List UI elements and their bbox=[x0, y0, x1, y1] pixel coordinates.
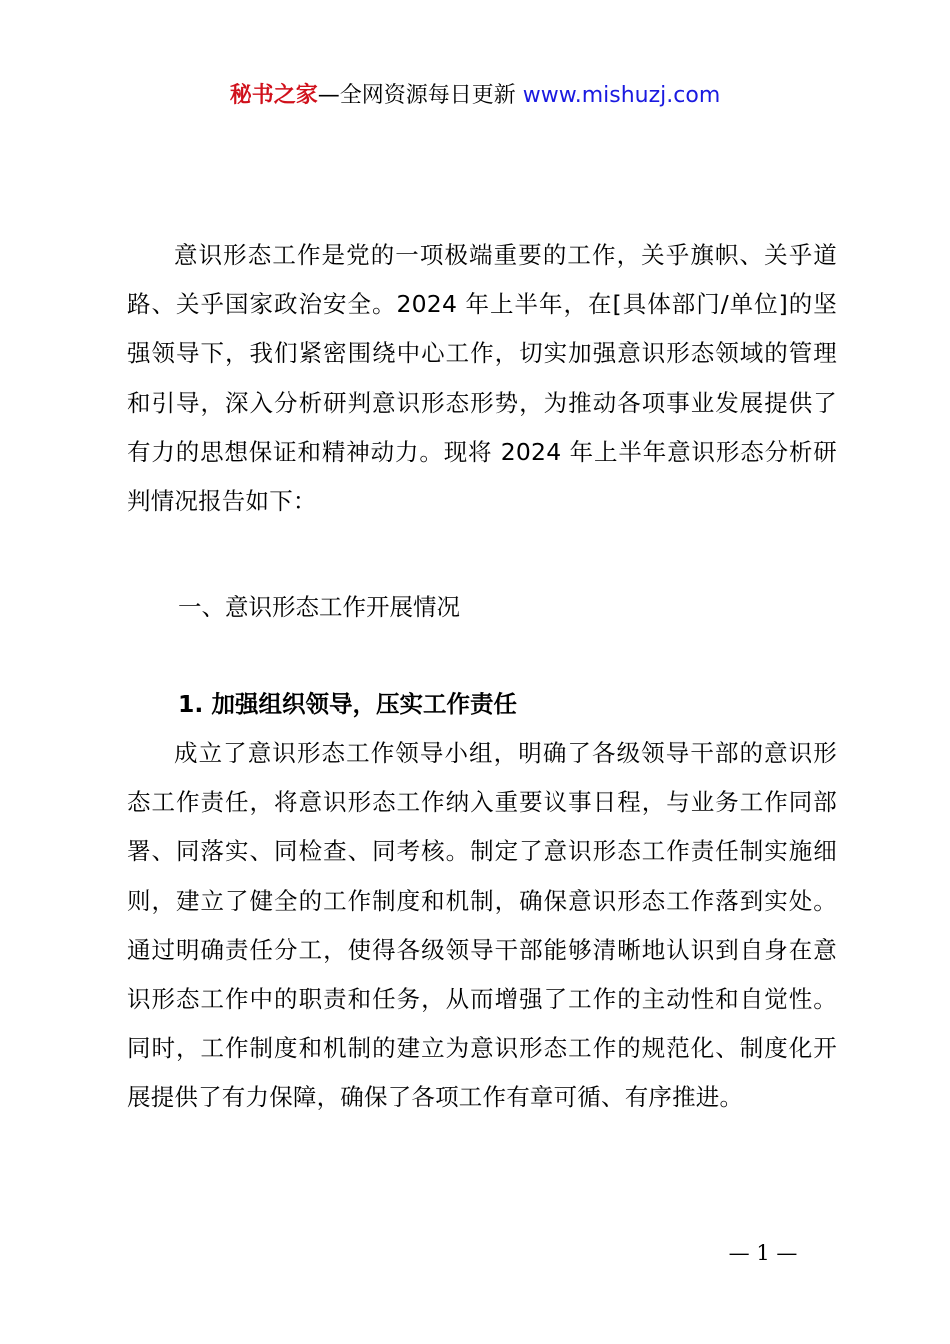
section-heading: 一、意识形态工作开展情况 bbox=[178, 593, 460, 621]
intro-paragraph: 意识形态工作是党的一项极端重要的工作，关乎旗帜、关乎道路、关乎国家政治安全。2024 年上半年，在[具体部门/单位]的坚强领导下，我们紧密围绕中心工作，切实加强意识形态领域的管理和引导，深入分析研判意识形态形势，为推动各项事业发展提供了有力的思想保证和精神动力。现将 2024 年上半年意识形态分析研判情况报告如下： bbox=[127, 241, 837, 516]
site-brand: 秘书之家 bbox=[229, 83, 318, 108]
site-tagline: —全网资源每日更新 bbox=[317, 83, 523, 108]
subsection-paragraph: 成立了意识形态工作领导小组，明确了各级领导干部的意识形态工作责任，将意识形态工作纳入重要议事日程，与业务工作同部署、同落实、同检查、同考核。制定了意识形态工作责任制实施细则，建立了健全的工作制度和机制，确保意识形态工作落到实处。通过明确责任分工，使得各级领导干部能够清晰地认识到自身在意识形态工作中的职责和任务，从而增强了工作的主动性和自觉性。同时，工作制度和机制的建立为意识形态工作的规范化、制度化开展提供了有力保障，确保了各项工作有章可循、有序推进。 bbox=[127, 739, 837, 1112]
subsection-heading: 1. 加强组织领导，压实工作责任 bbox=[178, 690, 517, 718]
site-header bbox=[0, 80, 950, 112]
page-number: — 1 — bbox=[728, 1241, 798, 1265]
site-url-link[interactable]: www.mishuzj.com bbox=[522, 83, 721, 108]
